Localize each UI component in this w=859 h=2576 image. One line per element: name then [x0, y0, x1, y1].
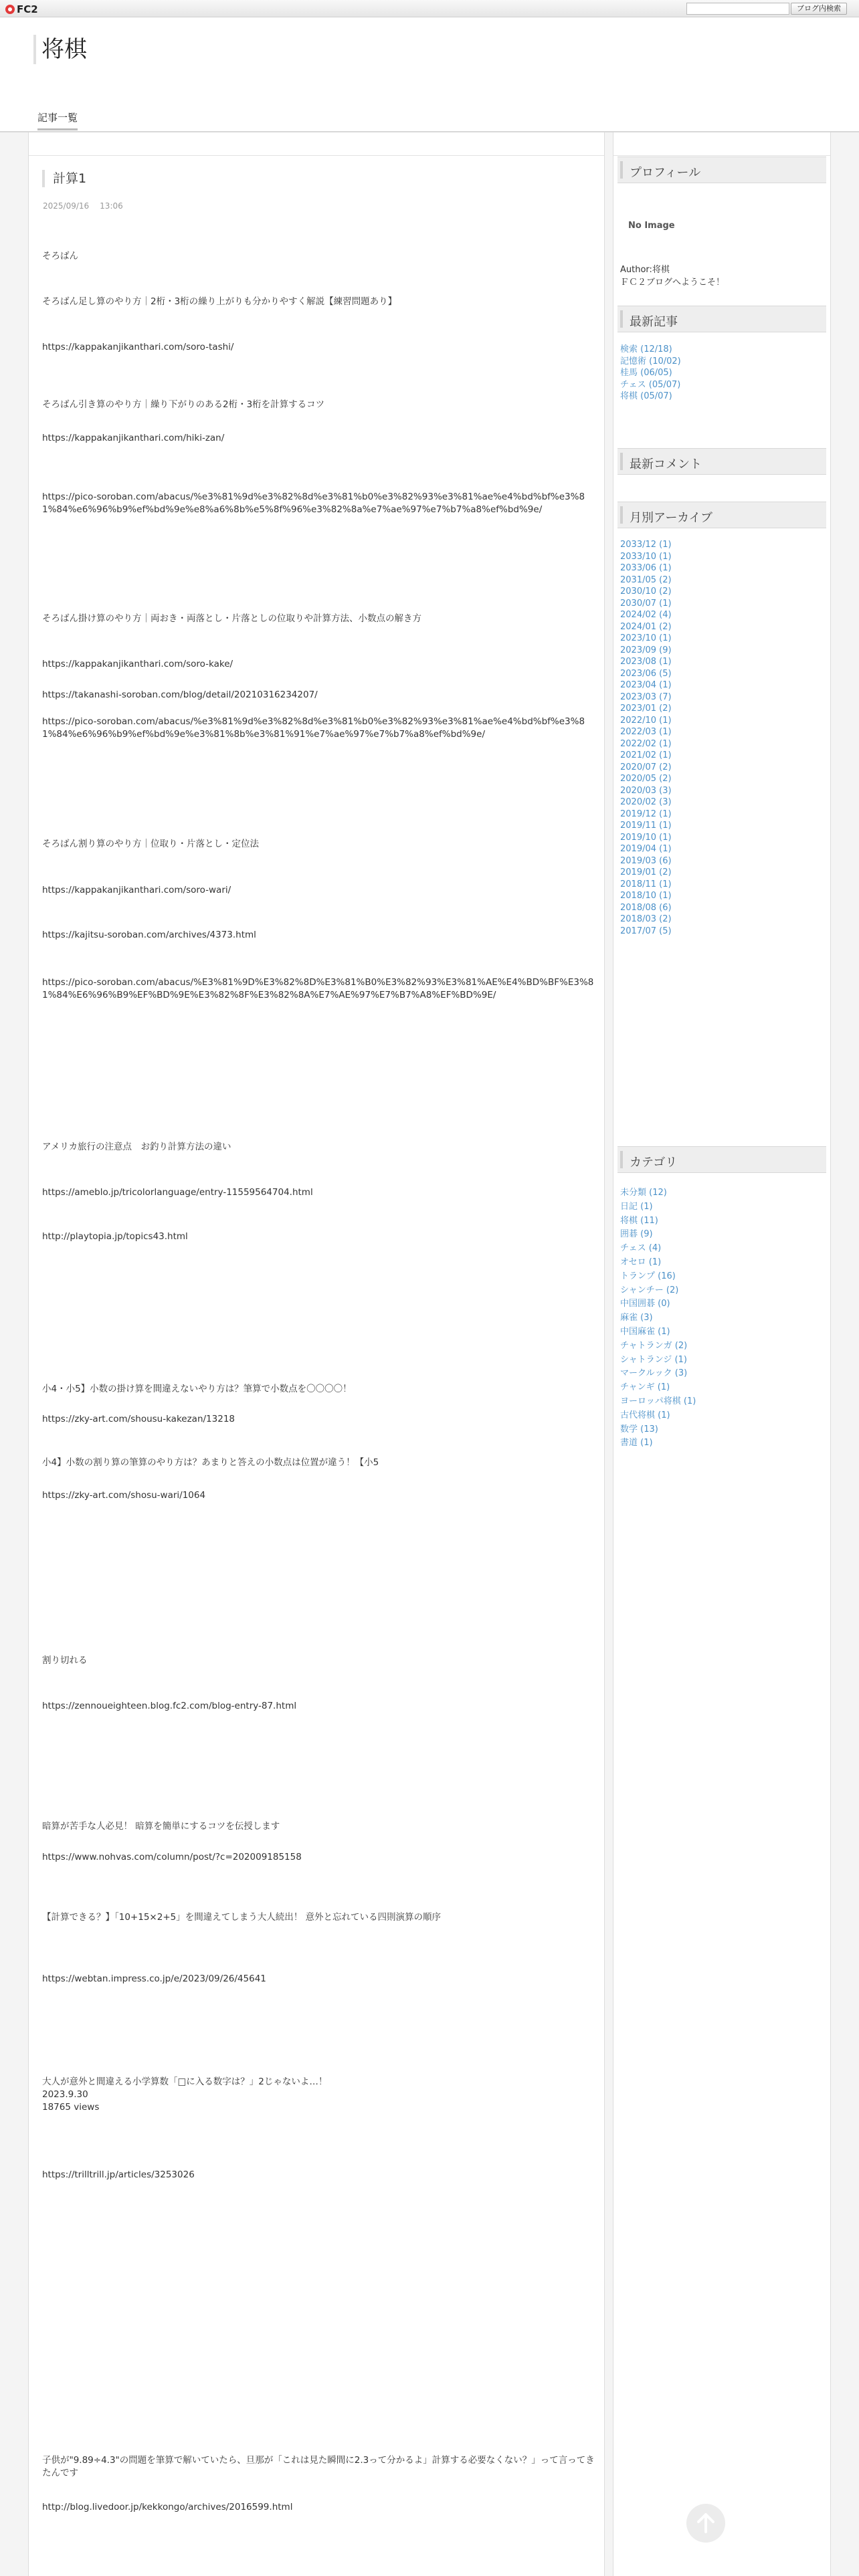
entry-url[interactable]: https://ameblo.jp/tricolorlanguage/entry-11559564704.html [42, 1187, 313, 1198]
heading-bar [620, 1151, 623, 1168]
entry-line: そろばん割り算のやり方｜位取り・片落とし・定位法 [42, 839, 259, 849]
heading-bar [620, 310, 623, 328]
category-item[interactable]: 中国囲碁 (0) [620, 1299, 670, 1309]
entry-date-day: 2025/09/16 [43, 201, 90, 211]
category-list [620, 1186, 696, 1451]
archive-item[interactable]: 2022/03 (1) [620, 727, 672, 737]
nav-article-list[interactable]: 記事一覧 [37, 110, 78, 130]
category-item[interactable]: 未分類 (12) [620, 1188, 667, 1198]
entry-url[interactable]: https://zky-art.com/shosu-wari/1064 [42, 1490, 206, 1501]
archive-item[interactable]: 2019/10 (1) [620, 832, 672, 843]
entry-line: 子供が"9.89÷4.3"の問題を筆算で解いていたら、旦那が「これは見た瞬間に2.3って分かるよ」計算する必要なくない？」って言ってきたんです [42, 2455, 595, 2478]
entry-url[interactable]: https://zky-art.com/shousu-kakezan/13218 [42, 1414, 235, 1424]
category-heading [617, 1146, 826, 1173]
archive-item[interactable]: 2019/04 (1) [620, 844, 672, 854]
archive-item[interactable]: 2023/09 (9) [620, 645, 672, 655]
entry-line: そろばん引き算のやり方｜繰り下がりのある2桁・3桁を計算するコツ [42, 399, 325, 410]
archive-item[interactable]: 2018/11 (1) [620, 879, 672, 889]
category-item[interactable]: チャンギ (1) [620, 1382, 670, 1393]
archive-item[interactable]: 2024/01 (2) [620, 621, 672, 632]
archive-item[interactable]: 2023/10 (1) [620, 633, 672, 643]
category-item[interactable]: 将棋 (11) [620, 1215, 658, 1226]
fc2-logo-icon [5, 5, 15, 14]
category-item[interactable]: 数学 (13) [620, 1424, 658, 1434]
archive-item[interactable]: 2033/12 (1) [620, 540, 672, 550]
category-item[interactable]: マークルック (3) [620, 1368, 688, 1379]
recent-heading-text: 最新記事 [630, 315, 678, 329]
sidebar-top-divider [613, 155, 830, 156]
category-item[interactable]: チャトランガ (2) [620, 1340, 688, 1351]
category-item[interactable]: シャンチー (2) [620, 1285, 679, 1295]
entry-line: 2023.9.30 [42, 2089, 88, 2100]
archive-item[interactable]: 2023/01 (2) [620, 704, 672, 714]
archive-heading [617, 502, 826, 528]
profile-heading [617, 156, 826, 183]
entry-line: 割り切れる [42, 1655, 88, 1666]
entry-line: 暗算が苦手な人必見！ 暗算を簡単にするコツを伝授します [42, 1821, 280, 1832]
archive-item[interactable]: 2019/11 (1) [620, 821, 672, 831]
entry-url[interactable]: https://pico-soroban.com/abacus/%e3%81%9d%e3%82%8d%e3%81%b0%e3%82%93%e3%81%ae%e4%bd%bf%e3%81%84%e6%96%b9%ef%bd%9e%e3%81%8b%e3%81%91%e7%ae%97%e7%b7%a8%ef%bd%9e/ [42, 716, 585, 740]
archive-item[interactable]: 2021/02 (1) [620, 750, 672, 760]
archive-item[interactable]: 2020/02 (3) [620, 797, 672, 807]
archive-item[interactable]: 2033/10 (1) [620, 551, 672, 562]
entry-line: 18765 views [42, 2102, 100, 2113]
entry-date-time: 13:06 [100, 201, 123, 211]
blog-header [0, 17, 859, 132]
recent-item[interactable]: 将棋 (05/07) [620, 391, 672, 401]
archive-list [620, 539, 672, 937]
archive-item[interactable]: 2023/04 (1) [620, 680, 672, 690]
archive-item[interactable]: 2019/03 (6) [620, 855, 672, 866]
profile-author [620, 263, 725, 289]
archive-item[interactable]: 2023/08 (1) [620, 657, 672, 667]
archive-item[interactable]: 2022/10 (1) [620, 715, 672, 726]
archive-item[interactable]: 2031/05 (2) [620, 574, 672, 585]
recent-item[interactable]: チェス (05/07) [620, 379, 681, 390]
author-name: Author:将棋 [620, 265, 670, 275]
fc2-logo-text: FC2 [17, 3, 38, 15]
category-item[interactable]: 日記 (1) [620, 1201, 653, 1212]
entry-url[interactable]: https://pico-soroban.com/abacus/%E3%81%9D%E3%82%8D%E3%81%B0%E3%82%93%E3%81%AE%E4%BD%BF%E3%81%84%E6%96%B9%EF%BD%9E%E3%82%8F%E3%82%8A%E7%AE%97%E7%B7%A8%EF%BD%9E/ [42, 977, 594, 1000]
heading-bar [620, 453, 623, 470]
archive-item[interactable]: 2024/02 (4) [620, 610, 672, 620]
entry-url[interactable]: https://zennoueighteen.blog.fc2.com/blog-entry-87.html [42, 1701, 297, 1711]
entry-line: 小4・小5】小数の掛け算を間違えないやり方は？筆算で小数点を〇〇〇〇！ [42, 1384, 352, 1394]
entry-line: そろばん [42, 251, 78, 261]
fc2-toolbar [0, 0, 859, 17]
blog-search-input[interactable] [686, 3, 789, 15]
arrow-up-icon [697, 2513, 714, 2533]
entry-url[interactable]: http://blog.livedoor.jp/kekkongo/archives/2016599.html [42, 2502, 293, 2512]
category-item[interactable]: シャトランジ (1) [620, 1354, 687, 1365]
recent-item[interactable]: 桂馬 (06/05) [620, 368, 672, 378]
author-intro: ＦＣ２ブログへようこそ！ [620, 278, 725, 288]
entry-url[interactable]: https://takanashi-soroban.com/blog/detail/20210316234207/ [42, 689, 318, 700]
scroll-to-top-button[interactable] [686, 2504, 725, 2543]
category-item[interactable]: 中国麻雀 (1) [620, 1326, 670, 1337]
heading-bar [620, 161, 623, 179]
entry-url[interactable]: https://kappakanjikanthari.com/hiki-zan/ [42, 433, 225, 443]
main-top-divider [29, 155, 604, 156]
comments-heading-text: 最新コメント [630, 457, 702, 471]
main-content [28, 132, 605, 2576]
entry-line: 【計算できる？】「10+15×2+5」を間違えてしまう大人続出！ 意外と忘れている四則演算の順序 [42, 1912, 442, 1923]
archive-item[interactable]: 2033/06 (1) [620, 563, 672, 573]
entry-url[interactable]: http://playtopia.jp/topics43.html [42, 1231, 188, 1242]
archive-item[interactable]: 2019/01 (2) [620, 867, 672, 877]
archive-item[interactable]: 2018/08 (6) [620, 902, 672, 913]
archive-item[interactable]: 2023/06 (5) [620, 668, 672, 679]
category-item[interactable]: トランプ (16) [620, 1271, 676, 1281]
recent-list [620, 344, 681, 403]
profile-heading-text: プロフィール [630, 166, 701, 180]
archive-item[interactable]: 2017/07 (5) [620, 926, 672, 936]
profile-no-image: No Image [628, 221, 675, 231]
entry-url[interactable]: https://kappakanjikanthari.com/soro-wari/ [42, 885, 231, 895]
archive-item[interactable]: 2018/03 (2) [620, 914, 672, 924]
entry-line: アメリカ旅行の注意点 お釣り計算方法の違い [42, 1142, 231, 1152]
archive-item[interactable]: 2020/03 (3) [620, 785, 672, 796]
archive-item[interactable]: 2020/05 (2) [620, 774, 672, 784]
category-item[interactable]: チェス (4) [620, 1243, 662, 1254]
entry-line: そろばん掛け算のやり方｜両おき・両落とし・片落としの位取りや計算方法、小数点の解き方 [42, 613, 421, 624]
archive-item[interactable]: 2018/10 (1) [620, 891, 672, 901]
entry-url[interactable]: https://www.nohvas.com/column/post/?c=202009185158 [42, 1852, 302, 1862]
fc2-logo[interactable] [5, 3, 38, 15]
category-item[interactable]: ヨーロッパ将棋 (1) [620, 1396, 696, 1406]
entry-url[interactable]: https://kajitsu-soroban.com/archives/4373.html [42, 930, 256, 940]
comments-heading [617, 448, 826, 475]
heading-bar [620, 506, 623, 524]
archive-item[interactable]: 2030/10 (2) [620, 586, 672, 597]
sidebar [613, 132, 831, 2576]
entry-line: そろばん足し算のやり方｜2桁・3桁の繰り上がりも分かりやすく解説【練習問題あり】 [42, 296, 397, 307]
recent-item[interactable]: 検索 (12/18) [620, 344, 672, 354]
blog-search-button[interactable]: ブログ内検索 [791, 3, 847, 15]
entry-title[interactable]: 計算1 [42, 170, 86, 187]
entry-url[interactable]: https://kappakanjikanthari.com/soro-tashi/ [42, 342, 234, 352]
category-item[interactable]: 書道 (1) [620, 1438, 653, 1448]
archive-item[interactable]: 2022/02 (1) [620, 738, 672, 749]
archive-item[interactable]: 2023/03 (7) [620, 691, 672, 702]
entry-line: 大人が意外と間違える小学算数「□に入る数字は？」2じゃないよ…！ [42, 2076, 328, 2087]
category-item[interactable]: 麻雀 (3) [620, 1313, 653, 1323]
entry-line: 小4】小数の割り算の筆算のやり方は？あまりと答えの小数点は位置が違う！【小5 [42, 1457, 379, 1468]
recent-item[interactable]: 記憶術 (10/02) [620, 356, 681, 366]
entry-url[interactable]: https://trilltrill.jp/articles/3253026 [42, 2169, 195, 2180]
archive-heading-text: 月別アーカイブ [630, 511, 713, 525]
archive-item[interactable]: 2030/07 (1) [620, 598, 672, 609]
category-item[interactable]: 囲碁 (9) [620, 1229, 653, 1240]
archive-item[interactable]: 2020/07 (2) [620, 762, 672, 772]
recent-heading [617, 306, 826, 332]
entry-date [43, 201, 134, 211]
archive-item[interactable]: 2019/12 (1) [620, 809, 672, 819]
entry-url[interactable]: https://pico-soroban.com/abacus/%e3%81%9d%e3%82%8d%e3%81%b0%e3%82%93%e3%81%ae%e4%bd%bf%e3%81%84%e6%96%b9%ef%bd%9e%e8%a6%8b%e5%8f%96%e3%82%8a%e7%ae%97%e7%b7%a8%ef%bd%9e/ [42, 492, 585, 515]
category-item[interactable]: オセロ (1) [620, 1257, 662, 1267]
category-heading-text: カテゴリ [630, 1156, 678, 1170]
entry-url[interactable]: https://webtan.impress.co.jp/e/2023/09/26/45641 [42, 1973, 266, 1984]
category-item[interactable]: 古代将棋 (1) [620, 1410, 670, 1420]
site-title[interactable]: 将棋 [33, 35, 87, 64]
entry-url[interactable]: https://kappakanjikanthari.com/soro-kake/ [42, 659, 233, 669]
